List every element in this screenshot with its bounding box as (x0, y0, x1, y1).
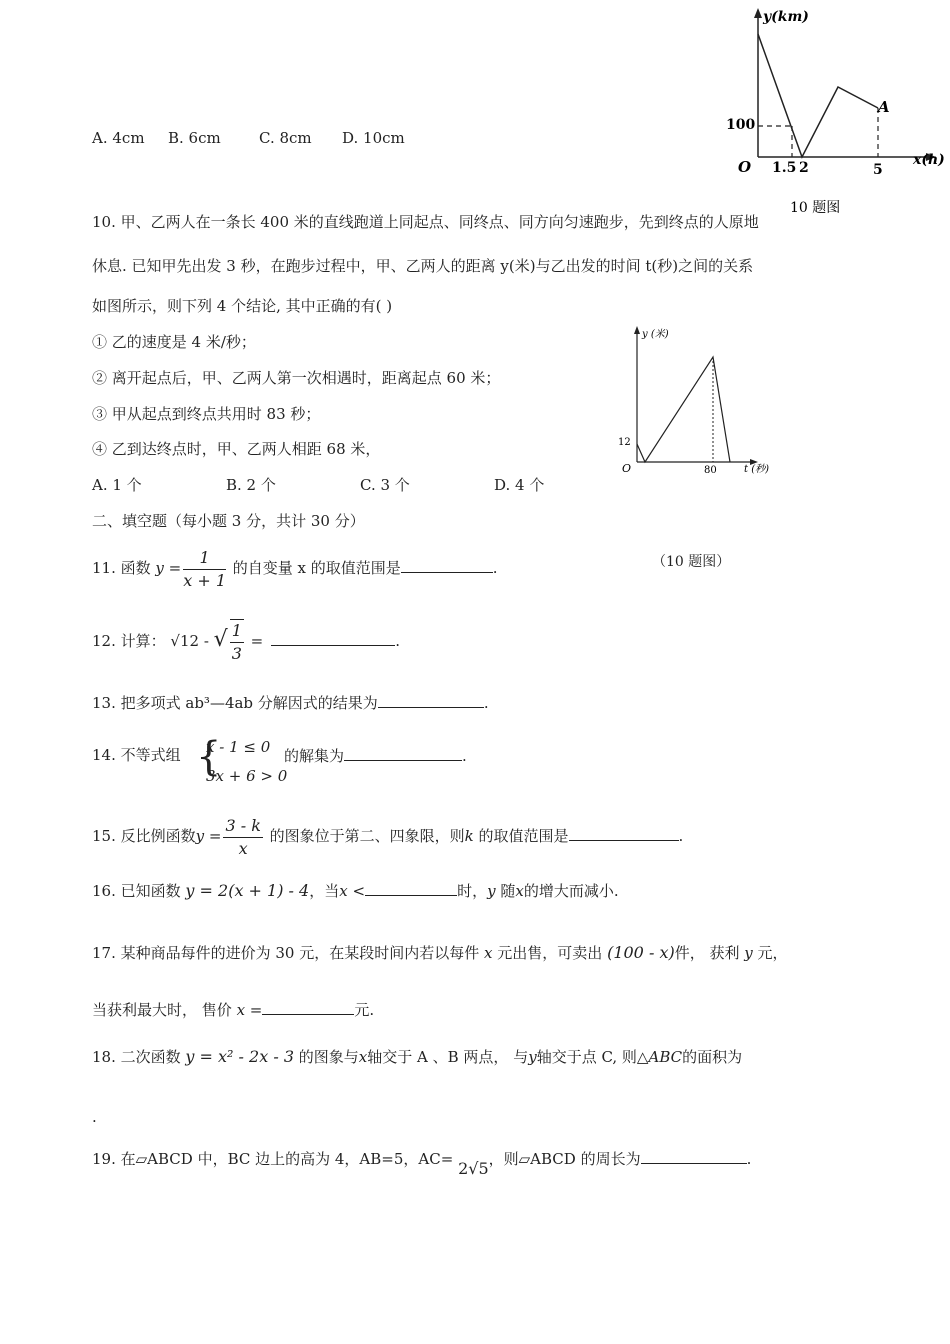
q17-y: y (744, 944, 753, 962)
graph2-ylabel: y (米) (642, 329, 669, 340)
q14-brace: { (196, 734, 222, 780)
graph1-xlabel: x(h) (913, 152, 945, 168)
q12-fraction (230, 619, 244, 665)
q19-answer-blank[interactable] (641, 1149, 747, 1164)
q12-sqrt-12: √12 - (170, 632, 214, 650)
q18-y: y (528, 1048, 537, 1066)
q10-option-b: B. 2 个 (226, 476, 276, 494)
q17-line-2 (92, 1000, 374, 1019)
q19-end: . (746, 1150, 752, 1168)
q16-less-than: < (352, 882, 366, 900)
q14-tail (284, 746, 467, 765)
q15-k: k (464, 827, 474, 845)
q15-text: 的图象位于第二、四象限，则 (264, 827, 465, 845)
q19-text: ，则▱ABCD 的周长为 (488, 1150, 641, 1168)
q18 (92, 1042, 742, 1072)
graph1-tick-2: 2 (799, 160, 809, 176)
q10-option-a: A. 1 个 (92, 476, 142, 494)
q16-y: y (487, 882, 496, 900)
graph1-tick-5: 5 (873, 162, 883, 178)
q16-mid-3: 随 (500, 882, 516, 900)
q14-answer-blank[interactable] (344, 746, 462, 761)
q17-text-5: 当获利最大时， 售价 (92, 1001, 232, 1019)
q9-option-c: C. 8cm (259, 129, 312, 147)
q9-option-a: A. 4cm (92, 129, 145, 147)
q11-text: 的自变量 x 的取值范围是 (228, 559, 401, 577)
q16-x-2: x (515, 882, 524, 900)
q18-text-1: 的图象与 (298, 1048, 359, 1066)
q14-inequality-2: 3x + 6 > 0 (206, 767, 288, 785)
q11-end: . (492, 559, 498, 577)
graph2-tick-12: 12 (618, 437, 631, 448)
q18-text-4: 的面积为 (682, 1048, 743, 1066)
runner-distance-graph (612, 320, 782, 480)
q16-answer-blank[interactable] (365, 881, 457, 896)
q10-statement-3: ③ 甲从起点到终点共用时 83 秒； (92, 405, 321, 423)
q17-text-2: 元出售，可卖出 (497, 944, 603, 962)
q15-numerator: 3 - k (223, 815, 262, 838)
q12-radical: √ (213, 627, 228, 652)
q15-prefix: 15. 反比例函数 (92, 827, 196, 845)
q18-dot: . (92, 1108, 97, 1126)
graph2-caption: （10 题图） (652, 554, 731, 570)
graph2-origin: O (622, 462, 632, 475)
q19-root: 2√5 (458, 1159, 489, 1178)
q17-line-1 (92, 938, 788, 968)
q12-end: . (395, 632, 400, 650)
graph1-tick-100: 100 (726, 117, 756, 133)
q15-end: . (678, 827, 684, 845)
q14-end: . (462, 747, 467, 765)
q10-line3: 如图所示，则下列 4 个结论, 其中正确的有( ) (92, 297, 393, 315)
q10-option-c: C. 3 个 (360, 476, 410, 494)
q11-denominator: x + 1 (183, 570, 226, 590)
q17-text-3: 件， 获利 (674, 944, 740, 962)
graph2-tick-80: 80 (704, 465, 717, 476)
q16-text: 的增大而减小. (523, 882, 619, 900)
q18-prefix: 18. 二次函数 (92, 1048, 181, 1066)
q11-fraction (183, 547, 226, 592)
q16-function: y = 2(x + 1) - 4 (185, 881, 310, 900)
graph1-tick-1-5: 1.5 (772, 160, 797, 176)
q12-denominator: 3 (231, 644, 242, 663)
q10-line2: 休息. 已知甲先出发 3 秒，在跑步过程中，甲、乙两人的距离 y(米)与乙出发的时间 t(秒)之间的关系 (92, 257, 754, 275)
q9-option-d: D. 10cm (342, 129, 405, 147)
q13-text: 13. 把多项式 ab³—4ab 分解因式的结果为 (92, 694, 378, 712)
q16 (92, 876, 619, 906)
q17-equals: = (245, 1001, 263, 1019)
q11-numerator: 1 (183, 547, 226, 570)
q18-function: y = x² - 2x - 3 (185, 1047, 294, 1066)
q11-prefix: 11. 函数 (92, 559, 156, 577)
q16-x: x (339, 882, 348, 900)
q13-answer-blank[interactable] (378, 693, 484, 708)
q14-prefix: 14. 不等式组 (92, 746, 181, 764)
graph1-origin: O (738, 158, 752, 176)
q10-statement-1: ① 乙的速度是 4 米/秒； (92, 333, 256, 351)
q17-x: x (484, 944, 493, 962)
graph1-caption: 10 题图 (790, 200, 841, 215)
graph1-ylabel: y(km) (763, 9, 809, 25)
graph2-xlabel: t (秒) (744, 464, 769, 475)
q18-text-3: 轴交于点 C, 则△ (536, 1048, 649, 1066)
q19 (92, 1144, 752, 1178)
section-2-heading: 二、填空题（每小题 3 分，共计 30 分） (92, 512, 365, 530)
q17-text-1: 17. 某种商品每件的进价为 30 元，在某段时间内若以每件 (92, 944, 480, 962)
q16-mid-2: 时， (457, 882, 488, 900)
q17-text-6: 元. (354, 1001, 375, 1019)
q15 (92, 812, 683, 860)
q18-x: x (358, 1048, 368, 1066)
q18-abc: ABC (648, 1048, 683, 1066)
q10-line1: 10. 甲、乙两人在一条长 400 米的直线跑道上同起点、同终点、同方向匀速跑步，先到终点的人原地 (92, 213, 759, 231)
q15-answer-blank[interactable] (569, 826, 679, 841)
q12-numerator: 1 (230, 620, 244, 643)
q16-prefix: 16. 已知函数 (92, 882, 181, 900)
q10-statement-2: ② 离开起点后，甲、乙两人第一次相遇时，距离起点 60 米； (92, 369, 501, 387)
q17-answer-blank[interactable] (262, 1000, 354, 1015)
distance-time-graph (720, 0, 950, 215)
q11-answer-blank[interactable] (401, 558, 493, 573)
graph1-point-a: A (878, 98, 890, 116)
q16-mid-1: ，当 (309, 882, 340, 900)
q17-x-2: x (236, 1001, 246, 1019)
q19-prefix: 19. 在▱ABCD 中，BC 边上的高为 4，AB=5，AC= (92, 1150, 454, 1168)
q12-prefix: 12. 计算： (92, 632, 166, 650)
q11-y: y = (155, 559, 182, 577)
q17-text-4: 元， (757, 944, 788, 962)
q14-inequality-1: x - 1 ≤ 0 (206, 738, 271, 756)
q12 (92, 616, 400, 665)
q18-text-2: 轴交于 A 、B 两点， 与 (367, 1048, 529, 1066)
q15-fraction (223, 815, 262, 860)
q10-statement-4: ④ 乙到达终点时，甲、乙两人相距 68 米， (92, 440, 381, 458)
q17-expression: (100 - x) (607, 943, 675, 962)
q12-answer-blank[interactable] (271, 631, 395, 646)
q13-end: . (483, 694, 489, 712)
q9-option-b: B. 6cm (168, 129, 221, 147)
q12-equals: = (245, 632, 264, 650)
q15-text-2: 的取值范围是 (473, 827, 569, 845)
q13 (92, 693, 489, 712)
q15-y: y = (195, 827, 222, 845)
q11 (92, 544, 498, 592)
q14-text: 的解集为 (284, 747, 345, 765)
q15-denominator: x (238, 838, 248, 858)
q10-option-d: D. 4 个 (494, 476, 545, 494)
